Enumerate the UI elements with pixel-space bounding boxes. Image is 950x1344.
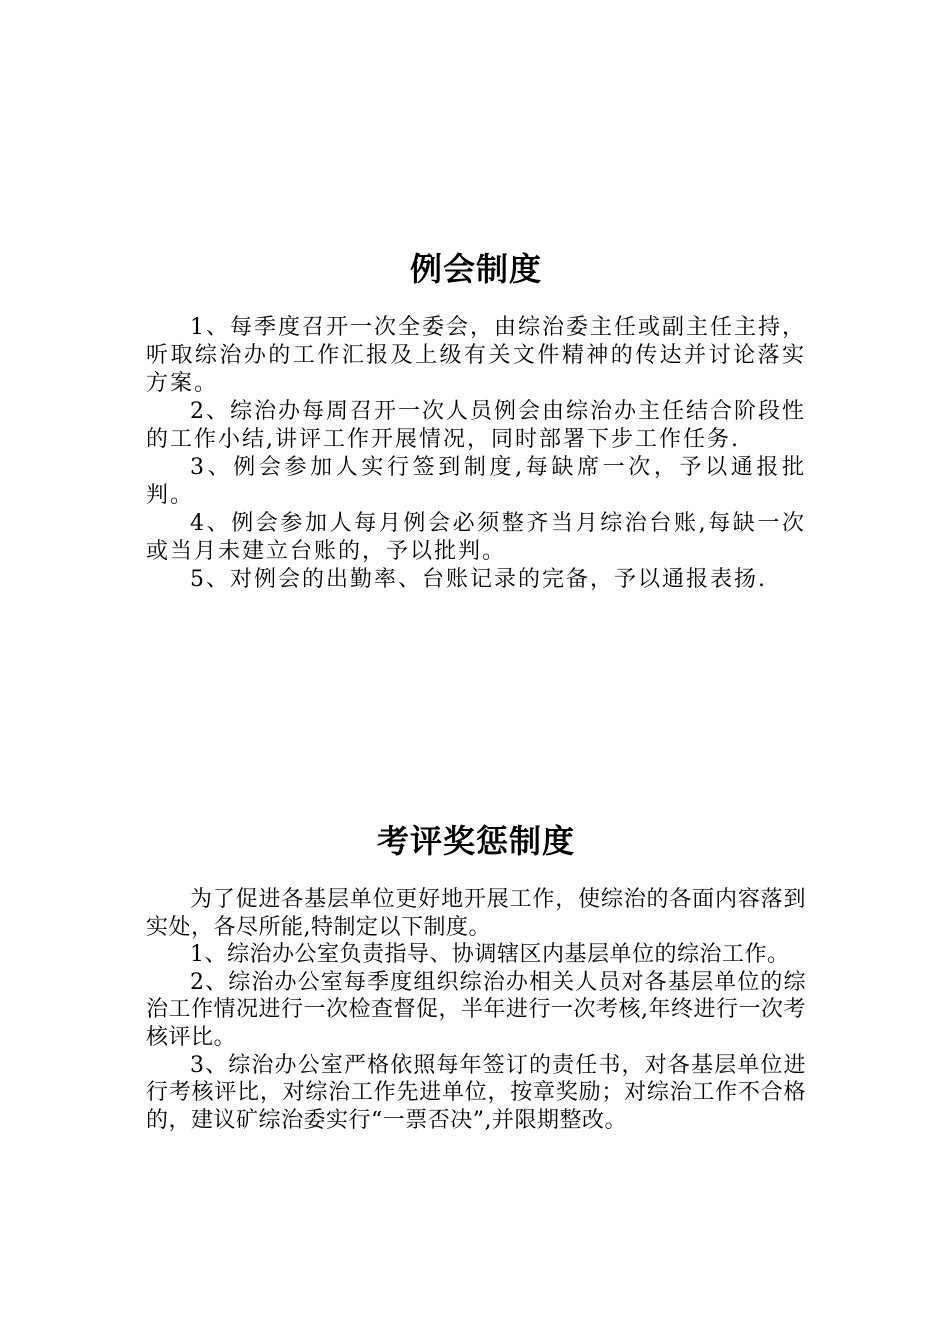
paragraph: 1、每季度召开一次全委会，由综治委主任或副主任主持，听取综治办的工作汇报及上级有关文件精神的传达并讨论落实方案。 [146,315,806,396]
paragraph: 3、例会参加人实行签到制度,每缺席一次，予以通报批判。 [146,455,806,508]
paragraph: 3、综治办公室严格依照每年签订的责任书，对各基层单位进行考核评比，对综治工作先进单位，按章奖励；对综治工作不合格的，建议矿综治委实行“一票否决”,并限期整改。 [146,1052,806,1133]
meeting-system-section [146,246,806,594]
section-title: 例会制度 [409,250,542,288]
paragraph: 2、综治办每周召开一次人员例会由综治办主任结合阶段性的工作小结,讲评工作开展情况，同时部署下步工作任务. [146,399,806,452]
paragraph: 为了促进各基层单位更好地开展工作，使综治的各面内容落到实处，各尽所能,特制定以下制度。 [146,887,806,940]
section-title: 考评奖惩制度 [376,822,575,860]
paragraph: 4、例会参加人每月例会必须整齐当月综治台账,每缺一次或当月未建立台账的，予以批判。 [146,511,806,564]
paragraph: 2、综治办公室每季度组织综治办相关人员对各基层单位的综治工作情况进行一次检查督促，半年进行一次考核,年终进行一次考核评比。 [146,969,806,1050]
paragraph: 1、综治办公室负责指导、协调辖区内基层单位的综治工作。 [190,942,790,968]
paragraph: 5、对例会的出勤率、台账记录的完备，予以通报表扬. [190,567,767,592]
evaluation-system-section [146,818,806,1134]
